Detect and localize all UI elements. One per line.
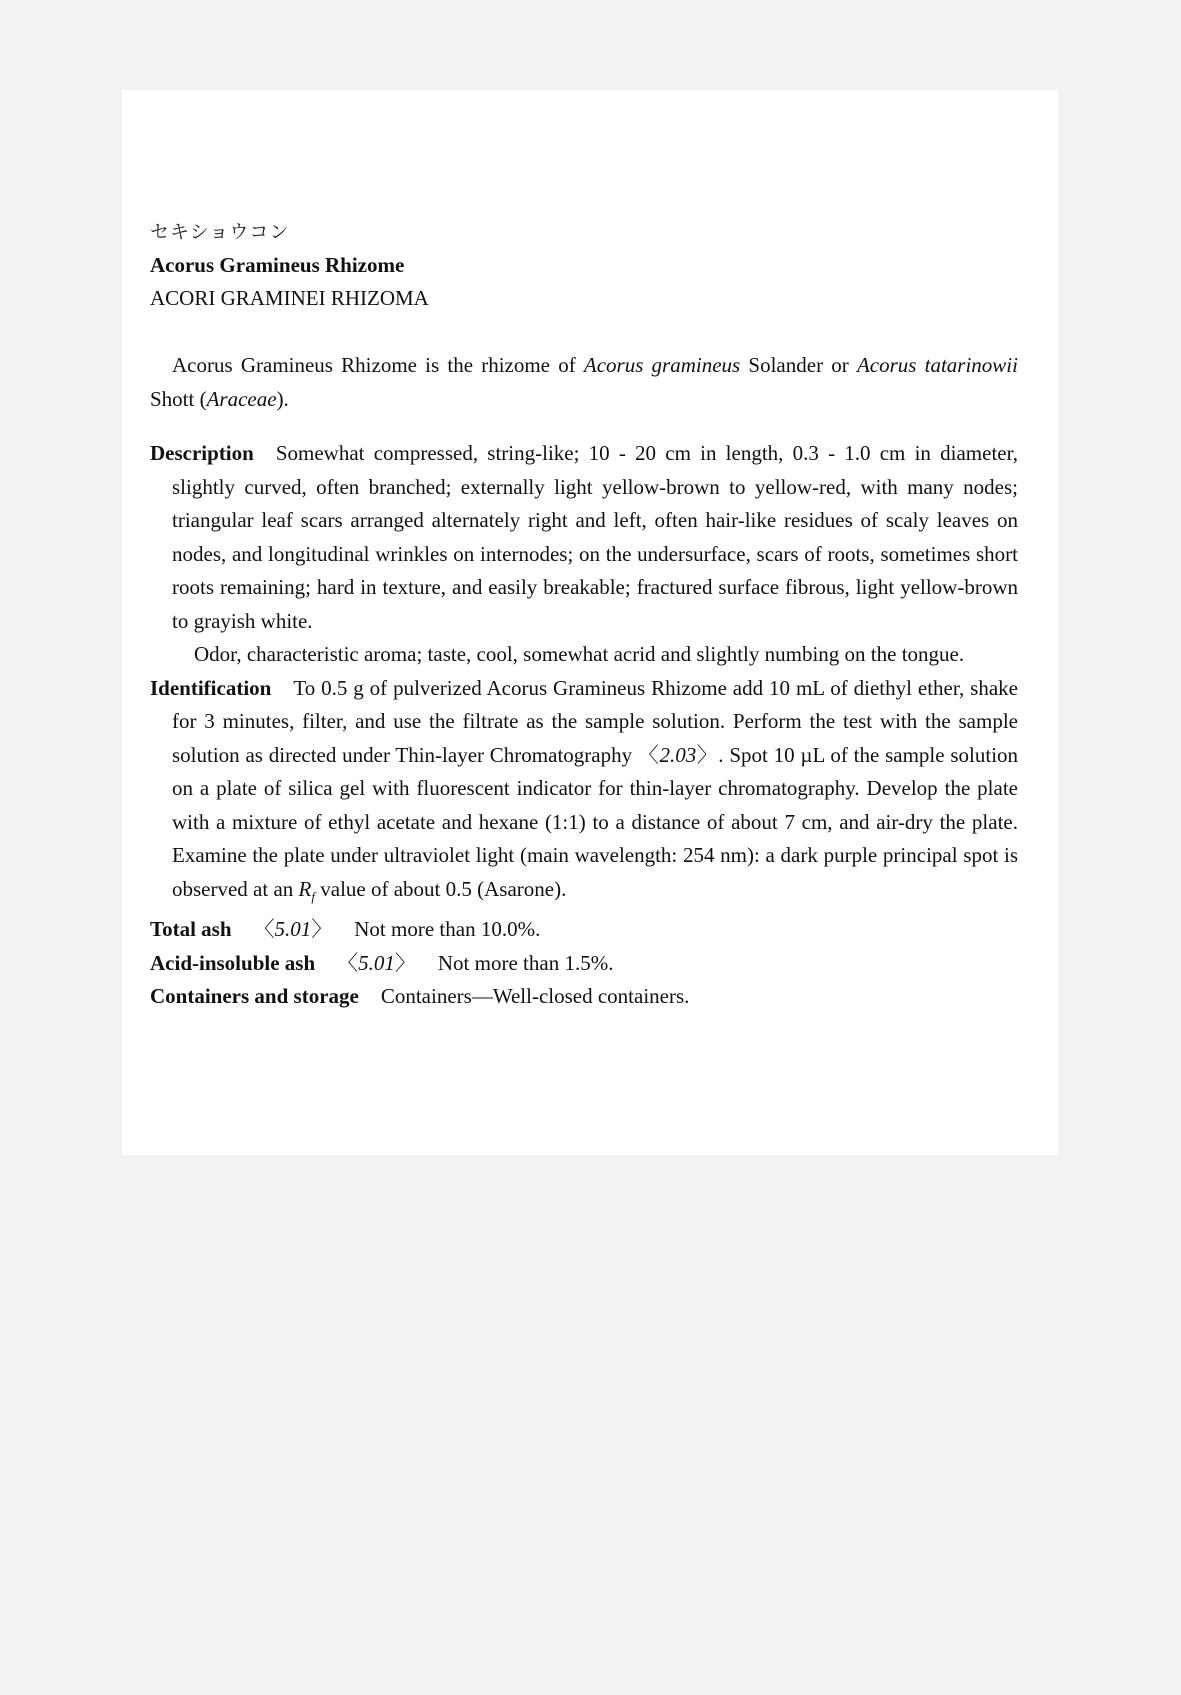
identification-text-3: value of about 0.5 (Asarone). xyxy=(315,876,567,901)
intro-text-3: Shott ( xyxy=(150,386,207,411)
intro-paragraph xyxy=(150,349,1018,416)
total-ash-heading: Total ash xyxy=(150,917,232,942)
description-heading: Description xyxy=(150,441,254,465)
monograph-content xyxy=(150,215,1018,1014)
acid-insoluble-ash-text: Not more than 1.5%. xyxy=(437,950,614,975)
acid-insoluble-ash-ref: 〈5.01〉 xyxy=(337,950,416,975)
english-name: Acorus Gramineus Rhizome xyxy=(150,253,405,277)
species-acorus-tatarinowii: Acorus tatarinowii xyxy=(856,353,1018,377)
latin-name: ACORI GRAMINEI RHIZOMA xyxy=(150,286,429,310)
odor-paragraph: Odor, characteristic aroma; taste, cool, somewhat acrid and slightly numbing on the tongue. xyxy=(194,642,965,666)
total-ash-text: Not more than 10.0%. xyxy=(354,917,541,942)
family-name: Araceae xyxy=(206,386,277,411)
identification-ref: 〈2.03〉 xyxy=(637,742,719,767)
acid-insoluble-ash-section xyxy=(150,947,1018,981)
intro-text-4: ). xyxy=(276,386,289,411)
containers-heading: Containers and storage xyxy=(150,984,359,1009)
containers-text: Containers—Well-closed containers. xyxy=(380,984,690,1009)
acid-insoluble-ash-heading: Acid-insoluble ash xyxy=(150,950,316,975)
identification-text-2: . Spot 10 µL of the sample solution on a plate of silica gel with fluorescent indicator for thin-layer chromatography. Develop the plate with a mixture of ethyl acetate and hexane (1:1) to a distance of about 7 cm, and air-dry the plate. Examine the plate under ultraviolet light (main wavelength: 254 nm): a dark purple principal spot is observed at an xyxy=(172,742,1019,901)
document-page xyxy=(122,90,1058,1155)
description-section xyxy=(150,437,1018,638)
intro-text-2: Solander or xyxy=(740,353,857,377)
containers-section xyxy=(150,980,1018,1014)
intro-text-1: Acorus Gramineus Rhizome is the rhizome of xyxy=(172,353,584,377)
identification-heading: Identification xyxy=(150,675,272,700)
description-text: Somewhat compressed, string-like; 10 - 20 cm in length, 0.3 - 1.0 cm in diameter, slightly curved, often branched; externally light yellow-brown to yellow-red, with many nodes; triangular leaf scars arranged alternately right and left, often hair-like residues of scaly leaves on nodes, and longitudinal wrinkles on internodes; on the undersurface, scars of roots, sometimes short roots remaining; hard in texture, and easily breakable; fractured surface fibrous, light yellow-brown to grayish white. xyxy=(172,441,1018,633)
identification-text-1: To 0.5 g of pulverized Acorus Gramineus Rhizome add 10 mL of diethyl ether, shake for 3 minutes, filter, and use the filtrate as the sample solution. Perform the test with the sample solution as directed under Thin-layer Chromatography xyxy=(172,675,1018,767)
identification-section xyxy=(150,672,1018,914)
total-ash-ref: 〈5.01〉 xyxy=(253,917,333,942)
japanese-name: セキショウコン xyxy=(150,221,290,243)
total-ash-section xyxy=(150,913,1018,947)
rf-symbol: $R_f$ xyxy=(298,876,315,904)
species-acorus-gramineus: Acorus gramineus xyxy=(583,353,741,377)
